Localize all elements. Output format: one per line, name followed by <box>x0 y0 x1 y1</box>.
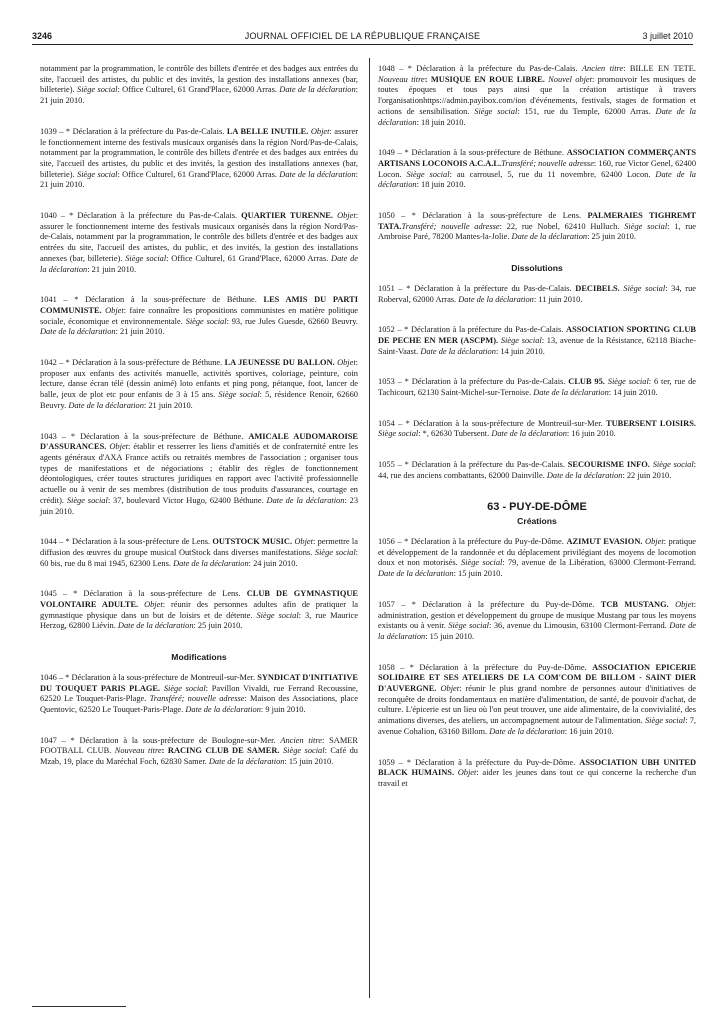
date-label: Date de la déclaration <box>185 704 261 714</box>
continued-text: notamment par la programmation, le contrôle des billets d'entrée et des badges aux entrées du site, l'accueil des artistes, du public et des invités, la gestion des installations annexes (bar, billeterie). <box>40 64 358 95</box>
date-label: Date de la déclaration <box>511 232 588 242</box>
date-label: Date de la déclaration <box>117 621 194 631</box>
right-entries-creations <box>378 537 696 790</box>
date-text: : 18 juin 2010. <box>416 117 466 127</box>
seat-text: : 93, rue Jules Guesde, 62660 Beuvry. <box>226 316 358 326</box>
seat-label: Siège social <box>649 460 694 470</box>
association-name: SYNDICAT D'INITIATIVE DU TOUQUET PARIS PLAGE. <box>40 672 358 693</box>
entry-intro: 1044 – * Déclaration à la sous-préfecture de Lens. <box>40 537 213 547</box>
declaration-entry <box>378 419 696 440</box>
seat-text: : *, 62630 Tubersent. <box>418 429 492 439</box>
date-label: Date de la déclaration <box>378 106 696 127</box>
date-label: Date de la déclaration <box>378 169 696 190</box>
declaration-entry <box>40 127 358 191</box>
declaration-entry <box>378 284 696 305</box>
left-column <box>40 64 358 788</box>
seat-value: : Office Culturel, 61 Grand'Place, 62000 Arras. <box>117 85 280 95</box>
object-text: : assurer le fonctionnement interne des festivals musicaux organisés dans la région Nord/Pas-de-Calais, notamment par la programmation, le contrôle des billets d'entrée et des badges aux entrées du site, l'accueil des artistes, du public et des invités, la gestion des installations annexes (bar, billeterie). <box>40 126 359 179</box>
seat-text: : 37, boulevard Victor Hugo, 62400 Béthune. <box>107 495 267 505</box>
object-label: Ancien titre <box>280 735 323 745</box>
seat-text: : 3, rue Maurice Herzog, 62800 Liévin. <box>40 610 358 631</box>
entry-intro: 1053 – * Déclaration à la préfecture du Pas-de-Calais. <box>378 377 569 387</box>
entry-intro: 1057 – * Déclaration à la préfecture du Puy-de-Dôme. <box>378 599 601 609</box>
object-label: Objet <box>106 442 128 452</box>
object-text: : assurer le fonctionnement interne des festivals musicaux organisés dans la région Nord/Pas-de-Calais, notamment par la programmation, le contrôle des billets d'entrée et des badges aux entrées du site, l'accueil des artistes, du public, et des invités, la gestion des installations annexes (bar, billeterie). <box>40 211 359 263</box>
date-text: : 21 juin 2010. <box>40 169 358 190</box>
entry-intro: 1059 – * Déclaration à la préfecture du Puy-de-Dôme. <box>378 757 580 767</box>
declaration-entry <box>378 663 696 738</box>
object-label: Objet <box>332 211 356 221</box>
extra-label: Nouvel objet <box>544 74 592 84</box>
object-text: : établir et resserrer les liens d'amitiés et de confraternité entre les agents généraux d'AXA France actifs ou retraités membres de l'association ; organiser tous types de manifestations et de négociations ; établir des règles de fonctionnement déontologiques, créer toutes structures juridiques en rapport avec l'activité professionnelle actuelle ou à venir de ses membres (distribution de tous produits d'assurances, courtage en crédit). <box>40 442 358 505</box>
object-label: Objet <box>642 536 664 546</box>
date-text: : 15 juin 2010. <box>425 631 475 641</box>
association-name: CLUB 95. <box>568 377 605 387</box>
seat-label: Siège social <box>619 283 666 293</box>
object-label: Objet <box>436 684 460 694</box>
declaration-entry <box>40 358 358 412</box>
association-name: ASSOCIATION UBH UNITED BLACK HUMAINS. <box>378 757 696 778</box>
new-title: : RACING CLUB DE SAMER. <box>161 746 280 756</box>
right-column <box>378 64 696 810</box>
new-title-label: Nouveau titre <box>114 746 162 756</box>
seat-label: Siège social <box>279 746 325 756</box>
association-name: OUTSTOCK MUSIC. <box>212 537 293 547</box>
object-text: : proposer aux enfants des activités manuelle, activités sportives, coloriage, peinture, coin lecture, danse écran télé (dessin animé) loto enfants et ping pong, pétanque, foot, lancer de balle, jeux de plot etc pour enfants de 3 à 15 ans. <box>40 358 358 400</box>
association-name: LES AMIS DU PARTI COMMUNISTE. <box>40 295 358 315</box>
footer-rule <box>32 1006 126 1007</box>
seat-text: : 151, rue du Temple, 62000 Arras. <box>517 106 656 116</box>
date-text: : 24 juin 2010. <box>248 558 298 568</box>
date-label: Date de la déclaration <box>420 346 496 356</box>
declaration-entry <box>40 589 358 632</box>
seat-label: Siège social <box>218 390 260 400</box>
seat-text: : 79, avenue de la Libération, 63000 Clermont-Ferrand. <box>502 558 696 568</box>
entry-intro: 1052 – * Déclaration à la préfecture du Pas-de-Calais. <box>378 325 567 335</box>
entry-intro: 1051 – * Déclaration à la préfecture du Pas-de-Calais. <box>378 283 576 293</box>
seat-label: Siège social <box>185 316 227 326</box>
seat-text: : 44, rue des anciens combattants, 62000 Dainville. <box>378 460 696 480</box>
entry-intro: 1047 – * Déclaration à la sous-préfecture de Boulogne-sur-Mer. <box>40 735 281 745</box>
association-name: TCB MUSTANG. <box>600 599 669 609</box>
entry-intro: 1049 – * Déclaration à la sous-préfecture de Béthune. <box>378 148 567 158</box>
association-name: LA BELLE INUTILE. <box>226 126 309 136</box>
date-label: Date de la déclaration <box>546 470 623 480</box>
object-label: Objet <box>101 305 124 315</box>
column-divider <box>369 58 370 998</box>
date-label: Date de la déclaration <box>208 757 285 767</box>
entry-intro: 1039 – * Déclaration à la préfecture du Pas-de-Calais. <box>40 126 227 136</box>
new-title-label: Nouveau titre <box>378 74 425 84</box>
object-text: : faire connaître les propositions communistes en matière politique sociale, économique et environnementale. <box>40 305 358 326</box>
object-text: : pratique et développement de la randonnée et du déplacement privilégiant des moyens de locomotion doux et non motorisés. <box>378 536 696 568</box>
seat-text: : Maison des Associations, place Quentovic, 62520 Le Touquet-Paris-Plage. <box>40 694 358 714</box>
object-text: : SAMER FOOTBALL CLUB. <box>40 735 358 756</box>
date-text: : 16 juin 2010. <box>566 429 616 439</box>
entry-intro: 1046 – * Déclaration à la sous-préfecture de Montreuil-sur-Mer. <box>40 672 258 682</box>
declaration-entry <box>378 758 696 790</box>
date-text: : 14 juin 2010. <box>608 388 658 398</box>
date-label: Date de la déclaration <box>458 294 534 304</box>
continued-entry <box>40 64 358 107</box>
association-name: LA JEUNESSE DU BALLON. <box>224 358 335 368</box>
association-name: ASSOCIATION EPICERIE SOLIDAIRE ET SES ATELIERS DE LA COM'COM DE BILLOM - SAINT DIER D'AUVERGNE. <box>378 662 696 694</box>
seat-text: : 7, avenue Cohalion, 63160 Billom. <box>378 716 696 736</box>
dissolutions-heading: Dissolutions <box>511 263 563 274</box>
department-heading: 63 - PUY-DE-DÔME <box>487 500 587 513</box>
object-label: Objet <box>334 358 356 368</box>
entry-intro: 1056 – * Déclaration à la préfecture du Puy-de-Dôme. <box>378 536 567 546</box>
date-text: : 18 juin 2010. <box>416 180 466 190</box>
declaration-entry <box>378 600 696 643</box>
object-text: : Pavillon Vivaldi, rue Ferrand Recoussine, 62520 Le Touquet-Paris-Plage. <box>40 683 358 704</box>
seat-label: Siège social <box>448 621 490 631</box>
extra-label: Transféré; nouvelle adresse <box>501 158 594 168</box>
association-name: TUBERSENT LOISIRS. <box>606 418 696 428</box>
declaration-entry <box>40 432 358 518</box>
object-label: Objet <box>668 599 694 609</box>
entry-intro: 1058 – * Déclaration à la préfecture du Puy-de-Dôme. <box>378 662 593 672</box>
date-label: Date de la déclaration <box>378 569 454 579</box>
date-text: : 9 juin 2010. <box>260 704 306 714</box>
extra-text: : 160, rue Victor Genel, 62400 Locon. <box>378 158 697 179</box>
date-label: Date de la déclaration <box>40 253 358 274</box>
new-title: : MUSIQUE EN ROUE LIBRE. <box>424 74 545 84</box>
object-label: Ancien titre <box>581 64 624 73</box>
association-name: ASSOCIATION SPORTING CLUB DE PECHE EN MER (ASCPM). <box>378 325 696 345</box>
date-label: Date de la déclaration <box>378 621 696 641</box>
seat-label: Siège social <box>644 716 686 726</box>
left-entries-modifications <box>40 673 358 768</box>
seat-text: : 6 ter, rue de Tachicourt, 62130 Saint-Michel-sur-Ternoise. <box>378 377 696 398</box>
seat-text: : 13, avenue de la Résistance, 62118 Biache-Saint-Vaast. <box>378 335 696 356</box>
object-text: : administration, gestion et développement du groupe de musique Mustang par tous les moyens existants ou à venir. <box>378 599 697 631</box>
association-name: QUARTIER TURENNE. <box>241 211 333 221</box>
declaration-entry <box>378 64 696 128</box>
date-text: : 16 juin 2010. <box>564 726 614 736</box>
seat-label: Siège social <box>406 169 450 179</box>
entry-intro: 1040 – * Déclaration à la préfecture du Pas-de-Calais. <box>40 211 242 221</box>
date-label: Date de la déclaration <box>489 726 565 736</box>
date-label: Date de la déclaration <box>40 327 116 337</box>
seat-label: Siège social <box>125 253 167 263</box>
object-text: : BILLE EN TETE. <box>623 64 697 73</box>
page-header <box>32 28 693 45</box>
entry-intro: 1041 – * Déclaration à la sous-préfecture de Béthune. <box>40 295 264 305</box>
seat-text: : Office Culturel, 61 Grand'Place, 62000 Arras. <box>166 253 332 263</box>
entry-intro: 1045 – * Déclaration à la sous-préfecture de Lens. <box>40 589 247 599</box>
date-label: Date de la déclaration <box>491 429 567 439</box>
extra-label: Transféré; nouvelle adresse <box>401 221 500 231</box>
seat-label: Siège social <box>77 85 118 95</box>
seat-label: Siège social <box>77 169 118 179</box>
entry-intro: 1055 – * Déclaration à la préfecture du Pas-de-Calais. <box>378 460 568 470</box>
seat-label: Siège social <box>624 221 668 231</box>
seat-text: : 34, rue Roberval, 62000 Arras. <box>378 283 696 304</box>
declaration-entry <box>378 460 696 481</box>
page-number: 3246 <box>32 31 53 41</box>
declaration-entry <box>378 325 696 357</box>
date-text: : 11 juin 2010. <box>533 294 583 304</box>
object-text: : permettre la diffusion des œuvres du groupe musical OutStock dans diverses manifestations. <box>40 537 358 557</box>
seat-label: Siège social <box>474 106 518 116</box>
object-text: : aider les jeunes dans tout ce qui concerne la recherche d'un travail et <box>378 768 697 788</box>
date-text: : 22 juin 2010. <box>622 470 672 480</box>
date-text: : 23 juin 2010. <box>40 495 359 516</box>
object-label: Objet <box>292 537 313 547</box>
date-text: : 21 juin 2010. <box>143 400 193 410</box>
journal-title: JOURNAL OFFICIEL DE LA RÉPUBLIQUE FRANÇAISE <box>244 31 481 41</box>
declaration-entry <box>40 736 358 768</box>
association-name: ASSOCIATION COMMERÇANTS ARTISANS LOCONOIS A.C.A.L. <box>378 148 696 168</box>
declaration-entry <box>40 211 358 275</box>
association-name: AZIMUT EVASION. <box>566 536 643 546</box>
date-label: Date de la déclaration <box>266 495 345 505</box>
date-label: Date de la déclaration <box>68 400 144 410</box>
association-name: DECIBELS. <box>575 283 620 293</box>
declaration-entry <box>378 148 696 191</box>
date-label: Date de la déclaration <box>279 169 356 179</box>
seat-text: : 36, avenue du Limousin, 63100 Clermont-Ferrand. <box>489 621 670 631</box>
extra-text: : promouvoir les musiques de toutes époques et tous pays ainsi que la création artistique à travers l'organisationhttps://admin.payibox.com/ion d'événements, festivals, stages de formation et actions de sensibilisation. <box>378 74 697 116</box>
modifications-heading: Modifications <box>171 652 227 663</box>
seat-text: : Café du Mzab, 19, place du Maréchal Foch, 62830 Samer. <box>40 746 358 767</box>
date-label: Date de la déclaration <box>173 558 249 568</box>
seat-text: : 5, résidence Renoir, 62660 Beuvry. <box>40 390 358 410</box>
date-text: : 21 juin 2010. <box>87 264 137 274</box>
object-text: : réunir des personnes adultes afin de pratiquer la gymnastique physique dans un but de loisirs et de détente. <box>40 600 358 620</box>
right-entries-modifications <box>378 64 696 243</box>
date-text: : 15 juin 2010. <box>284 757 334 767</box>
creations-heading: Créations <box>517 516 557 527</box>
date-text: : 25 juin 2010. <box>587 232 636 242</box>
date-value: : 21 juin 2010. <box>40 85 358 106</box>
object-label: Objet <box>138 600 163 610</box>
date-text: : 21 juin 2010. <box>115 327 165 337</box>
seat-text: : Office Culturel, 61 Grand'Place, 62000 Arras. <box>117 169 280 179</box>
association-name: PALMERAIES TIGHREMT TATA. <box>378 211 696 231</box>
date-text: : 15 juin 2010. <box>453 569 503 579</box>
entry-intro: 1054 – * Déclaration à la sous-préfecture de Montreuil-sur-Mer. <box>378 418 607 428</box>
date-text: : 14 juin 2010. <box>495 346 545 356</box>
left-entries-creations <box>40 127 358 632</box>
date-text: : 25 juin 2010. <box>193 621 243 631</box>
seat-label: Siège social <box>66 495 108 505</box>
entry-intro: 1042 – * Déclaration à la sous-préfecture de Béthune. <box>40 358 225 368</box>
date-label: Date de la déclaration <box>533 388 609 398</box>
declaration-entry <box>40 673 358 716</box>
seat-label: Siège social <box>460 558 503 568</box>
entry-intro: 1050 – * Déclaration à la sous-préfecture de Lens. <box>378 211 588 221</box>
declaration-entry <box>40 537 358 569</box>
seat-label: Siège social <box>314 547 356 557</box>
association-name: CLUB DE GYMNASTIQUE VOLONTAIRE ADULTE. <box>40 589 358 610</box>
seat-text: : 1, rue Ambroise Paré, 78200 Mantes-la-Jolie. <box>378 221 696 242</box>
date-label: Date de la déclaration <box>279 85 356 95</box>
seat-label: Siège social <box>604 377 649 387</box>
seat-label: Siège social <box>256 610 299 620</box>
entry-intro: 1043 – * Déclaration à la sous-préfecture de Béthune. <box>40 431 249 441</box>
object-label: Objet <box>454 768 477 778</box>
extra-text: : 22, rue Nobel, 62410 Hulluch. <box>499 221 625 231</box>
object-label: Objet <box>308 126 330 136</box>
entry-intro: 1048 – * Déclaration à la préfecture du Pas-de-Calais. <box>378 64 582 73</box>
association-name: AMICALE AUDOMAROISE D'ASSURANCES. <box>40 431 358 452</box>
declaration-entry <box>378 537 696 580</box>
issue-date: 3 juillet 2010 <box>642 31 693 41</box>
association-name: SECOURISME INFO. <box>567 460 650 470</box>
declaration-entry <box>40 295 358 338</box>
right-entries-dissolutions <box>378 284 696 482</box>
declaration-entry <box>378 211 696 243</box>
object-label: Siège social <box>160 683 206 693</box>
seat-text: : au carrousel, 5, rue du 11 novembre, 62400 Locon. <box>449 169 656 179</box>
object-text: : réunir le plus grand nombre de personnes autour d'initiatives de reconquête de droits fondamentaux en matière d'alimentation, de santé, de pouvoir d'achat, de culture. L'épicerie est un lieu où l'on peut trouver, une aide alimentaire, de la convivialité, des animations diverses, des ateliers, un accompagnement autour de l'alimentation. <box>378 684 697 726</box>
seat-text: : 60 bis, rue du 8 mai 1945, 62300 Lens. <box>40 547 358 568</box>
seat-label: Siège social <box>498 335 542 345</box>
seat-label: Transféré; nouvelle adresse <box>149 694 245 704</box>
seat-label: Siège social <box>378 429 419 439</box>
declaration-entry <box>378 377 696 398</box>
